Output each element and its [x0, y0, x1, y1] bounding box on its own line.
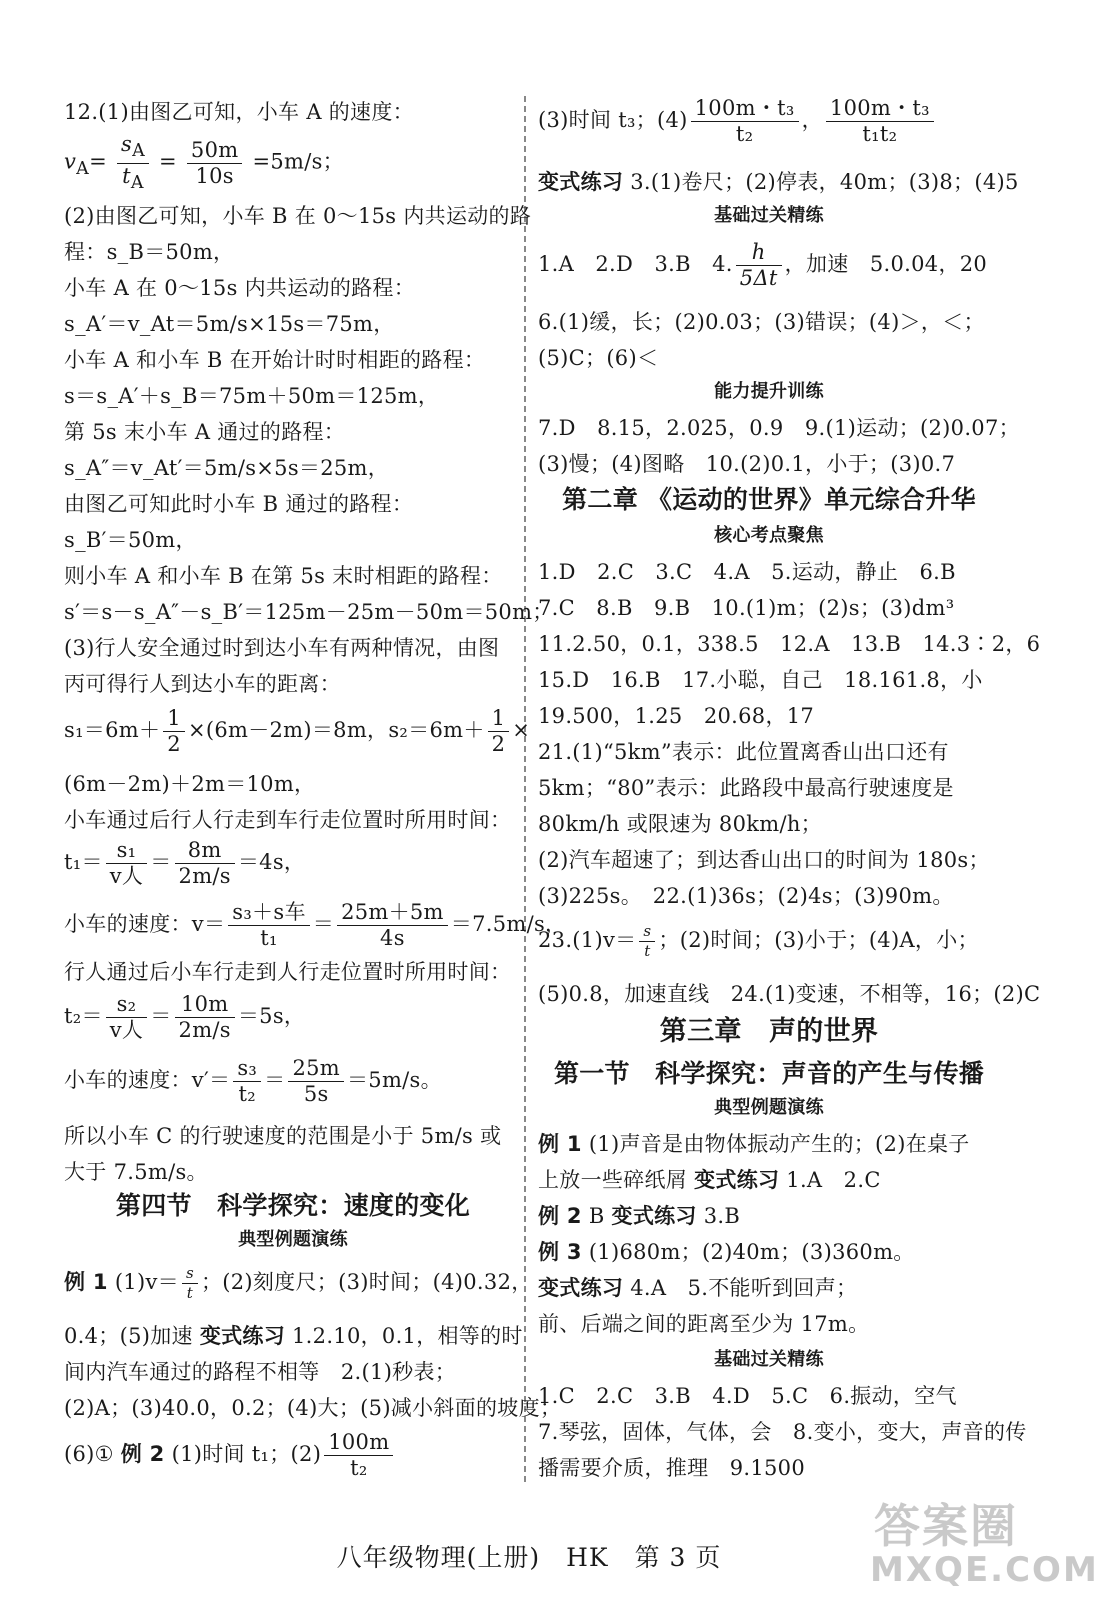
formula-text: ＝5s，	[237, 1004, 306, 1028]
answer-line: (5)0.8，加速直线 24.(1)变速，不相等，16；(2)C	[538, 982, 1041, 1006]
answer-line: 15.D 16.B 17.小聪，自己 18.161.8，小	[538, 668, 983, 692]
answer-line: 大于 7.5m/s。	[64, 1160, 208, 1184]
fraction-numerator: 25m＋5m	[337, 900, 448, 926]
fraction	[228, 900, 309, 951]
formula-text: ，	[801, 108, 823, 132]
fraction	[106, 992, 147, 1043]
example-label: 例 2	[538, 1204, 582, 1228]
formula-text: 23.(1)v＝	[538, 928, 637, 952]
formula-text: 小车的速度：v′＝	[64, 1068, 231, 1092]
formula-text: 小车的速度：v＝	[64, 912, 226, 936]
answer-text: 3.B	[703, 1204, 741, 1228]
answer-text: 4.A 5.不能听到回声；	[630, 1276, 858, 1300]
formula-text: ，加速 5.0.04，20	[784, 252, 988, 276]
formula-line	[64, 1056, 442, 1107]
answer-line: (2)汽车超速了；到达香山出口的时间为 180s；	[538, 848, 990, 872]
example-label: 例 3	[538, 1240, 582, 1264]
answer-line	[538, 166, 1019, 198]
fraction-denominator: 5s	[303, 1082, 329, 1106]
answer-line: 则小车 A 和小车 B 在第 5s 末时相距的路程：	[64, 564, 503, 588]
fraction	[288, 1056, 344, 1107]
answer-line: 第 5s 末小车 A 通过的路程：	[64, 420, 346, 444]
formula-text: (1)时间 t₁；(2)	[171, 1442, 322, 1466]
answer-line: 播需要介质，推理 9.1500	[538, 1456, 805, 1480]
answer-line	[538, 1236, 915, 1268]
fraction-denominator: t₁t₂	[862, 122, 898, 146]
fraction-numerator: s₃	[233, 1056, 261, 1082]
formula-text: =5m/s；	[252, 149, 344, 174]
answer-line: (2)由图乙可知，小车 B 在 0～15s 内共运动的路	[64, 204, 532, 228]
fraction-denominator: 2m/s	[178, 1018, 231, 1042]
answer-line: s＝s_A′＋s_B＝75m＋50m＝125m，	[64, 384, 440, 408]
fraction-numerator: 1	[488, 706, 510, 732]
formula-text: ＝	[312, 912, 335, 936]
formula-line	[64, 706, 530, 757]
section-heading: 第一节 科学探究：声音的产生与传播	[553, 1059, 985, 1088]
answer-line: 6.(1)缓，长；(2)0.03；(3)错误；(4)＞，＜；	[538, 310, 985, 334]
answer-text: (1)声音是由物体振动产生的；(2)在桌子	[588, 1132, 970, 1156]
fraction	[639, 922, 655, 961]
formula-text: ＝	[264, 1068, 286, 1092]
answer-line: 19.500，1.25 20.68，17	[538, 704, 815, 728]
chapter-heading: 第二章 《运动的世界》单元综合升华	[562, 485, 976, 514]
fraction	[488, 706, 510, 757]
practice-label: 变式练习	[538, 1276, 624, 1300]
fraction	[117, 132, 149, 194]
fraction-numerator: 100m・t₃	[691, 96, 799, 122]
answer-line: 前、后端之间的距离至少为 17m。	[538, 1312, 870, 1336]
formula-text: ＝	[150, 1004, 172, 1028]
subsection-heading: 基础过关精练	[714, 1349, 824, 1370]
answer-line: 1.C 2.C 3.B 4.D 5.C 6.振动，空气	[538, 1384, 957, 1408]
formula-text: ；(2)刻度尺；(3)时间；(4)0.32，	[200, 1270, 533, 1294]
answer-line: (3)行人安全通过时到达小车有两种情况，由图	[64, 636, 500, 660]
subsection-heading: 核心考点聚焦	[714, 525, 824, 546]
fraction-denominator: t₂	[350, 1456, 368, 1480]
answer-line: s′＝s－s_A″－s_B′＝125m－25m－50m＝50m；	[64, 600, 554, 624]
answer-line: (3)225s。 22.(1)36s；(2)4s；(3)90m。	[538, 884, 954, 908]
answer-line	[538, 1128, 970, 1160]
fraction-numerator: h	[736, 240, 782, 266]
answer-text: 1.2.10，0.1，相等的时	[292, 1324, 523, 1348]
answer-line: (3)慢；(4)图略 10.(2)0.1，小于；(3)0.7	[538, 452, 956, 476]
answer-line: 7.琴弦，固体，气体，会 8.变小，变大，声音的传	[538, 1420, 1027, 1444]
formula-text: ＝5m/s。	[347, 1068, 442, 1092]
fraction	[826, 96, 934, 147]
fraction	[187, 138, 243, 189]
formula-line	[64, 992, 305, 1043]
answer-line: s_B′＝50m，	[64, 528, 197, 552]
formula-text: t₂＝	[64, 1004, 103, 1028]
fraction	[233, 1056, 261, 1107]
fraction-numerator-sub: A	[132, 141, 146, 162]
answer-text: 上放一些碎纸屑	[538, 1168, 688, 1192]
fraction-numerator: s	[639, 922, 655, 942]
fraction-numerator: 50m	[187, 138, 243, 164]
formula-text: t₁＝	[64, 850, 103, 874]
answer-line: 行人通过后小车行走到人行走位置时所用时间：	[64, 960, 512, 984]
answer-line: 21.(1)“5km”表示：此位置离香山出口还有	[538, 740, 949, 764]
answer-line: (2)A；(3)40.0，0.2；(4)大；(5)减小斜面的坡度；	[64, 1396, 562, 1420]
answer-line: 间内汽车通过的路程不相等 2.(1)秒表；	[64, 1360, 457, 1384]
fraction-denominator-sub: A	[130, 172, 144, 193]
formula-text: ×	[512, 718, 531, 742]
fraction-numerator: 10m	[175, 992, 235, 1018]
fraction-denominator: t₂	[735, 122, 754, 146]
answer-line: 由图乙可知此时小车 B 通过的路程：	[64, 492, 414, 516]
fraction	[175, 992, 235, 1043]
formula-text: ×(6m－2m)＝8m，s₂＝6m＋	[187, 718, 485, 742]
answer-line: 1.D 2.C 3.C 4.A 5.运动，静止 6.B	[538, 560, 956, 584]
formula-text: =	[89, 149, 108, 174]
fraction	[691, 96, 799, 147]
chapter-heading: 第三章 声的世界	[659, 1016, 879, 1047]
section-heading: 第四节 科学探究：速度的变化	[115, 1191, 471, 1220]
formula-text: (3)时间 t₃；(4)	[538, 108, 688, 132]
answer-line: 程：s_B＝50m，	[64, 240, 235, 264]
fraction-numerator: 100m	[324, 1430, 393, 1456]
answer-line: 7.D 8.15，2.025，0.9 9.(1)运动；(2)0.07；	[538, 416, 1020, 440]
formula-line	[64, 1264, 533, 1303]
fraction-denominator: 5Δt	[739, 266, 778, 290]
subsection-heading: 典型例题演练	[714, 1097, 824, 1118]
answer-line: 丙可得行人到达小车的距离：	[64, 672, 341, 696]
example-label: 例 1	[64, 1270, 108, 1294]
answer-line	[64, 1320, 523, 1352]
formula-line	[64, 1430, 396, 1481]
formula-line	[64, 900, 566, 951]
fraction	[106, 838, 147, 889]
formula-line	[64, 132, 344, 194]
answer-line: 7.C 8.B 9.B 10.(1)m；(2)s；(3)dm³	[538, 596, 955, 620]
fraction-numerator: s	[121, 132, 133, 156]
answer-line: (6m－2m)＋2m＝10m，	[64, 772, 316, 796]
fraction-denominator: t₁	[260, 926, 278, 950]
answer-line: s_A′＝v_At＝5m/s×15s＝75m，	[64, 312, 395, 336]
formula-text: 1.A 2.D 3.B 4.	[538, 252, 733, 276]
answer-line: 小车通过后行人行走到车行走位置时所用时间：	[64, 808, 512, 832]
fraction	[324, 1430, 393, 1481]
fraction-numerator: 100m・t₃	[826, 96, 934, 122]
example-label: 例 1	[538, 1132, 582, 1156]
formula-text: ＝4s，	[237, 850, 306, 874]
page-footer: 八年级物理(上册) HK 第 3 页	[336, 1543, 722, 1572]
answer-line: 小车 A 在 0～15s 内共运动的路程：	[64, 276, 416, 300]
answer-text: B	[588, 1204, 605, 1228]
fraction-numerator: 8m	[175, 838, 235, 864]
answer-line: s_A″＝v_At′＝5m/s×5s＝25m，	[64, 456, 390, 480]
fraction-numerator: s₃＋s车	[228, 900, 309, 926]
subsection-heading: 典型例题演练	[238, 1229, 348, 1250]
answer-text: (6)①	[64, 1442, 114, 1466]
practice-label: 变式练习	[199, 1324, 286, 1348]
formula-line	[538, 240, 987, 291]
fraction-denominator: t	[644, 942, 651, 960]
formula-text: ；(2)时间；(3)小于；(4)A，小；	[658, 928, 979, 952]
practice-label: 变式练习	[611, 1204, 697, 1228]
answer-text: 1.A 2.C	[786, 1168, 881, 1192]
answer-line	[538, 1200, 740, 1232]
fraction-denominator: 2m/s	[178, 864, 231, 888]
subsection-heading: 基础过关精练	[714, 205, 824, 226]
fraction-denominator: 4s	[380, 926, 405, 950]
answer-line	[538, 1272, 857, 1304]
formula-sub: A	[76, 158, 90, 179]
fraction-denominator: 2	[167, 732, 181, 756]
formula-text: ＝7.5m/s，	[450, 912, 567, 936]
subsection-heading: 能力提升训练	[714, 381, 824, 402]
fraction-denominator: t	[122, 163, 131, 188]
example-label: 例 2	[120, 1442, 165, 1466]
practice-label: 变式练习	[694, 1168, 780, 1192]
answer-line: 小车 A 和小车 B 在开始计时时相距的路程：	[64, 348, 486, 372]
formula-text: ＝	[150, 850, 172, 874]
fraction-denominator: t	[186, 1284, 194, 1302]
fraction-denominator: 2	[491, 732, 506, 756]
practice-label: 变式练习	[538, 170, 624, 194]
fraction-denominator: t₂	[238, 1082, 256, 1106]
fraction-denominator: 10s	[195, 163, 234, 188]
formula-line	[64, 838, 305, 889]
answer-line: 80km/h 或限速为 80km/h；	[538, 812, 822, 836]
formula-line	[538, 922, 979, 961]
fraction	[175, 838, 235, 889]
answer-text: (1)680m；(2)40m；(3)360m。	[588, 1240, 915, 1264]
watermark-text: 答案圈	[874, 1499, 1018, 1553]
formula-text: (1)v＝	[114, 1270, 179, 1294]
formula-line	[538, 96, 937, 147]
answer-line: 所以小车 C 的行驶速度的范围是小于 5m/s 或	[64, 1124, 502, 1148]
answer-line	[538, 1164, 881, 1196]
answer-text: 3.(1)卷尺；(2)停表，40m；(3)8；(4)5	[630, 170, 1019, 194]
watermark-logo	[860, 1490, 1099, 1600]
fraction	[182, 1264, 198, 1303]
fraction-denominator: v人	[109, 1018, 144, 1042]
watermark-url: MXQE.COM	[870, 1550, 1099, 1590]
fraction-numerator: 1	[163, 706, 185, 732]
answer-line: 12.(1)由图乙可知，小车 A 的速度：	[64, 100, 414, 124]
answer-line: 5km；“80”表示：此路段中最高行驶速度是	[538, 776, 954, 800]
fraction-numerator: s	[182, 1264, 198, 1284]
answer-line: 11.2.50，0.1，338.5 12.A 13.B 14.3∶2，6	[538, 632, 1041, 656]
answer-line: (5)C；(6)＜	[538, 346, 659, 370]
fraction-numerator: s₂	[106, 992, 147, 1018]
formula-text: =	[159, 149, 177, 174]
answer-text: 0.4；(5)加速	[64, 1324, 193, 1348]
formula-text: s₁＝6m＋	[64, 718, 161, 742]
fraction-numerator: 25m	[288, 1056, 344, 1082]
fraction-denominator: v人	[109, 864, 144, 888]
fraction	[736, 240, 782, 291]
fraction	[163, 706, 185, 757]
fraction	[337, 900, 448, 951]
formula-text: v	[64, 149, 77, 174]
fraction-numerator: s₁	[106, 838, 147, 864]
